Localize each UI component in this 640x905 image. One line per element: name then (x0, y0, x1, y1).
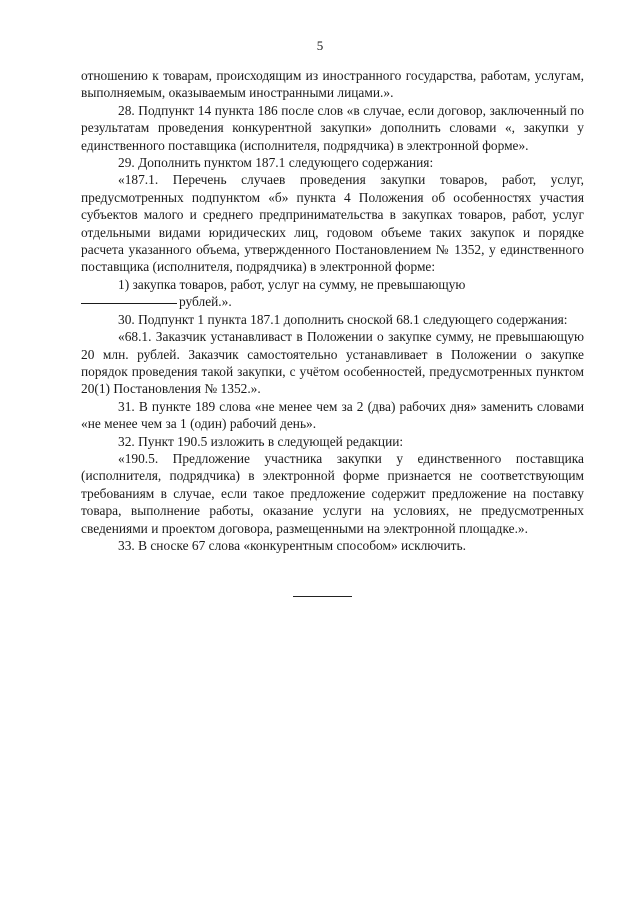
paragraph-footnote-68-1: «68.1. Заказчик устанавливаст в Положении о закупке сумму, не превышающую 20 млн. рублей. Заказчик самостоятельно устанавливает в Положении о закупке порядок проведения такой закупки, с учётом особенностей, предусмотренных пунктом 20(1) Постановления № 1352.». (81, 329, 584, 397)
paragraph: отношению к товарам, происходящим из иностранного государства, работам, услугам, выполняемым, оказываемым иностранными лицами.». (81, 68, 584, 101)
page-number: 5 (316, 38, 324, 53)
paragraph-item-28: 28. Подпункт 14 пункта 186 после слов «в случае, если договор, заключенный по результатам проведения конкурентной закупки» дополнить словами «, закупки у единственного поставщика (исполнителя, подрядчика) в электронной форме». (81, 102, 584, 153)
paragraph-subitem-1: 1) закупка товаров, работ, услуг на сумму, не превышающую (118, 276, 466, 292)
paragraph-item-29: 29. Дополнить пунктом 187.1 следующего содержания: (118, 155, 434, 171)
amount-suffix: рублей.». (179, 294, 232, 310)
end-of-text-line (293, 596, 352, 597)
paragraph-item-31: 31. В пункте 189 слова «не менее чем за 2 (два) рабочих дня» заменить словами «не менее чем за 1 (один) рабочий день». (81, 398, 584, 432)
document-body (81, 67, 584, 554)
paragraph-amount (81, 293, 584, 310)
paragraph-item-33: 33. В сноске 67 слова «конкурентным способом» исключить. (118, 537, 466, 553)
paragraph-item-30: 30. Подпункт 1 пункта 187.1 дополнить сноской 68.1 следующего содержания: (118, 311, 568, 327)
paragraph-187-1: «187.1. Перечень случаев проведения закупки товаров, работ, услуг, предусмотренных подпунктом «б» пункта 4 Положения об особенностях участия субъектов малого и среднего предпринимательства в закупках товаров, работ, услуг отдельными видами юридических лиц, годовом объеме таких закупок и порядке расчета указанного объема, утвержденного Постановлением № 1352, у единственного поставщика (исполнителя, подрядчика) в электронной форме: (81, 172, 584, 275)
paragraph-item-32: 32. Пункт 190.5 изложить в следующей редакции: (118, 433, 404, 449)
blank-amount-line (81, 302, 177, 304)
paragraph-190-5: «190.5. Предложение участника закупки у единственного поставщика (исполнителя, подрядчика) в электронной форме признается не соответствующим требованиям в случае, если такое предложение содержит предложение на поставку товара, выполнение работы, оказание услуги на условиях, не предусмотренных сведениями и проектом договора, размещенными на электронной площадке.». (81, 450, 584, 536)
